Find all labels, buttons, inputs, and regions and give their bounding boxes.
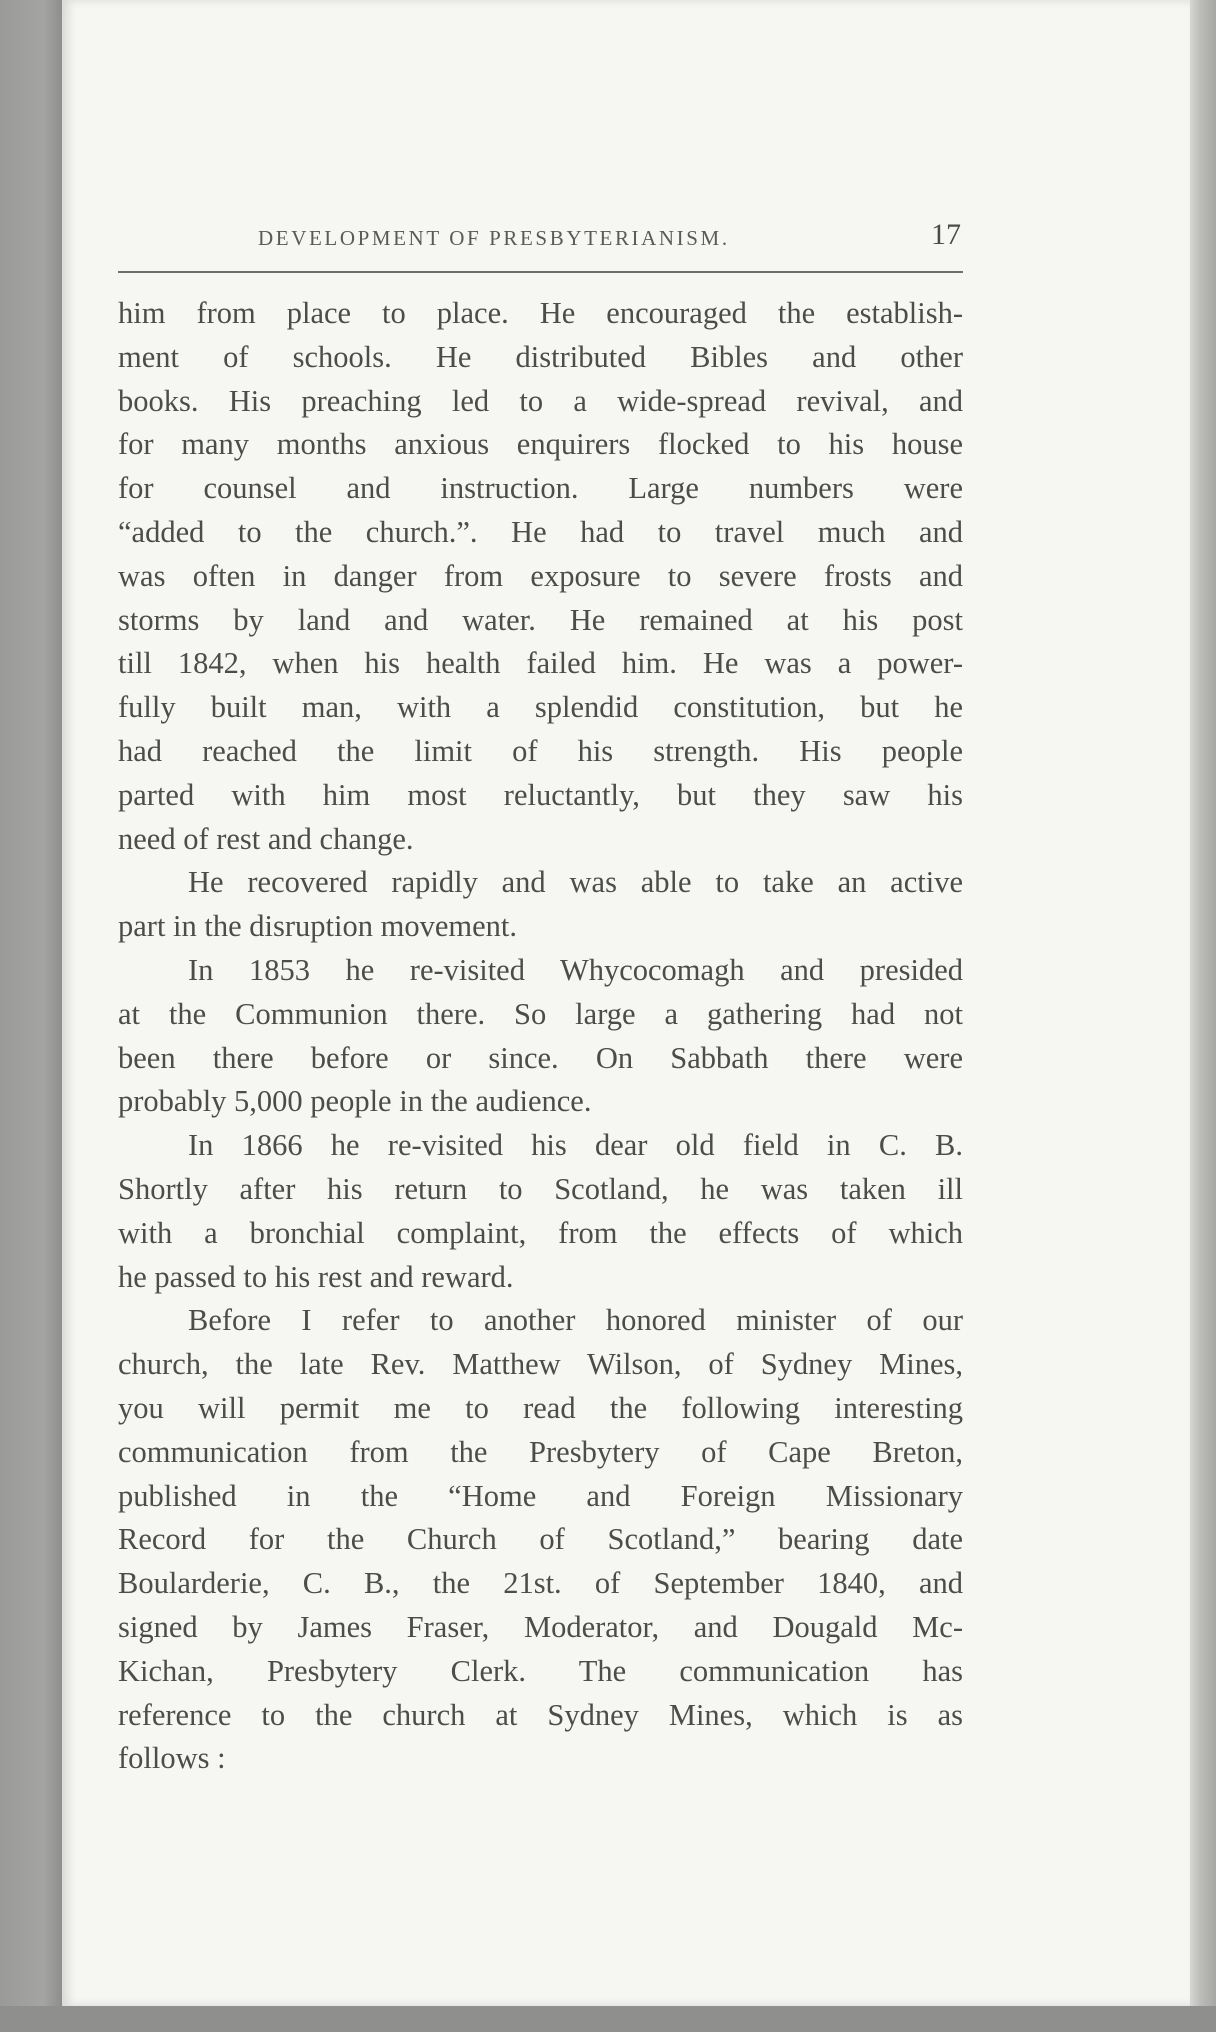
text-line: He recovered rapidly and was able to take an active: [188, 865, 963, 900]
text-line: Boularderie, C. B., the 21st. of September 1840, and: [118, 1566, 963, 1601]
text-line: for many months anxious enquirers flocked to his house: [118, 427, 963, 462]
text-line: him from place to place. He encouraged the establish-: [118, 296, 963, 330]
text-line: communication from the Presbytery of Cape Breton,: [118, 1434, 963, 1469]
text-line: Before I refer to another honored minister of our: [188, 1303, 963, 1338]
text-line: reference to the church at Sydney Mines, which is as: [118, 1697, 963, 1732]
paragraph: [118, 949, 963, 1124]
text-line: ment of schools. He distributed Bibles and other: [118, 339, 963, 374]
text-line: church, the late Rev. Matthew Wilson, of Sydney Mines,: [118, 1347, 963, 1382]
text-line: In 1853 he re-visited Whycocomagh and presided: [188, 952, 963, 987]
text-line: was often in danger from exposure to severe frosts and: [118, 558, 963, 593]
text-line: probably 5,000 people in the audience.: [118, 1084, 592, 1119]
text-line: he passed to his rest and reward.: [118, 1259, 514, 1294]
text-line: with a bronchial complaint, from the effects of which: [118, 1215, 963, 1250]
text-line: In 1866 he re-visited his dear old field in C. B.: [188, 1128, 963, 1163]
text-line: parted with him most reluctantly, but they saw his: [118, 777, 963, 812]
text-line: at the Communion there. So large a gathering had not: [118, 996, 963, 1031]
text-line: follows :: [118, 1741, 226, 1776]
text-line: had reached the limit of his strength. His people: [118, 733, 963, 768]
book-gutter: [0, 0, 62, 2032]
page-edge: [1190, 0, 1216, 2032]
text-line: published in the “Home and Foreign Missionary: [118, 1478, 963, 1513]
text-line: Record for the Church of Scotland,” bearing date: [118, 1522, 963, 1557]
page-header: [118, 216, 963, 266]
text-line: “added to the church.”. He had to travel much and: [118, 514, 963, 549]
paragraph: [118, 292, 963, 861]
paragraph: [118, 1299, 963, 1781]
text-line: books. His preaching led to a wide-spread revival, and: [118, 383, 963, 418]
text-line: been there before or since. On Sabbath there were: [118, 1040, 963, 1075]
text-line: part in the disruption movement.: [118, 909, 517, 944]
text-line: you will permit me to read the following interesting: [118, 1390, 963, 1425]
paragraph: [118, 861, 963, 949]
scan-border: [0, 2006, 1216, 2032]
text-line: for counsel and instruction. Large numbers were: [118, 471, 963, 506]
text-line: storms by land and water. He remained at his post: [118, 602, 963, 637]
text-line: signed by James Fraser, Moderator, and Dougald Mc-: [118, 1609, 963, 1644]
text-line: till 1842, when his health failed him. He was a power-: [118, 646, 963, 681]
paragraph: [118, 1124, 963, 1299]
text-line: need of rest and change.: [118, 821, 414, 856]
text-line: Kichan, Presbytery Clerk. The communication has: [118, 1653, 963, 1688]
page-number: 17: [931, 218, 961, 251]
header-rule: [118, 271, 963, 273]
running-head: DEVELOPMENT OF PRESBYTERIANISM.: [258, 226, 730, 250]
text-line: fully built man, with a splendid constitution, but he: [118, 690, 963, 725]
body-text: [118, 292, 963, 1781]
text-line: Shortly after his return to Scotland, he was taken ill: [118, 1171, 963, 1206]
